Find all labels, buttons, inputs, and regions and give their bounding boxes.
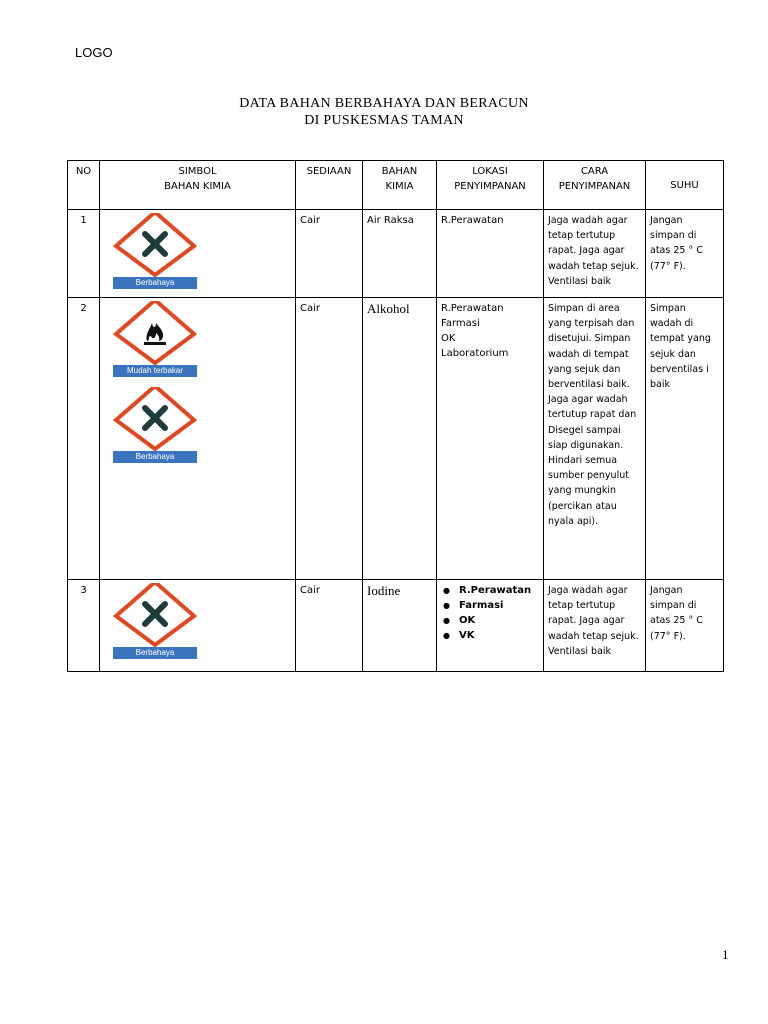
cell-bahan: Iodine xyxy=(363,580,437,672)
lokasi-item: Laboratorium xyxy=(441,348,509,359)
cell-symbols xyxy=(100,298,296,580)
cell-lokasi xyxy=(437,298,544,580)
symbol-label: Mudah terbakar xyxy=(113,365,197,377)
symbol-badge xyxy=(112,387,198,463)
cell-symbols xyxy=(100,580,296,672)
lokasi-item: Farmasi xyxy=(441,318,480,329)
header-simbol xyxy=(100,161,296,210)
symbol-label: Berbahaya xyxy=(113,451,197,463)
header-sediaan: SEDIAAN xyxy=(296,161,363,210)
cell-suhu: Jangan simpan di atas 25 ° C (77° F). xyxy=(646,580,724,672)
table-row xyxy=(68,298,724,580)
cell-suhu: Jangan simpan di atas 25 ° C (77° F). xyxy=(646,210,724,298)
cell-sediaan: Cair xyxy=(296,298,363,580)
header-lokasi-line-2: PENYIMPANAN xyxy=(454,181,526,192)
symbol-label: Berbahaya xyxy=(113,277,197,289)
header-lokasi xyxy=(437,161,544,210)
cell-cara: Jaga wadah agar tetap tertutup rapat. Jaga agar wadah tetap sejuk. Ventilasi baik xyxy=(544,580,646,672)
lokasi-item: ● R.Perawatan xyxy=(459,583,539,598)
logo-text: LOGO xyxy=(75,45,113,60)
symbol-label: Berbahaya xyxy=(113,647,197,659)
cell-sediaan: Cair xyxy=(296,580,363,672)
cell-no: 2 xyxy=(68,298,100,580)
cell-symbols xyxy=(100,210,296,298)
cell-no: 1 xyxy=(68,210,100,298)
header-bahan xyxy=(363,161,437,210)
cell-sediaan: Cair xyxy=(296,210,363,298)
header-suhu: SUHU xyxy=(646,161,724,210)
page-number: 1 xyxy=(722,947,729,962)
lokasi-item: ● OK xyxy=(459,613,539,628)
symbol-badge xyxy=(112,301,198,377)
symbol-badge xyxy=(112,213,198,289)
title-line-2: DI PUSKESMAS TAMAN xyxy=(304,113,464,128)
hazard-table xyxy=(67,160,724,672)
header-cara xyxy=(544,161,646,210)
table-header-row xyxy=(68,161,724,210)
cell-lokasi xyxy=(437,580,544,672)
table-row xyxy=(68,580,724,672)
header-bahan-line-1: BAHAN xyxy=(381,166,418,177)
header-cara-line-2: PENYIMPANAN xyxy=(558,181,631,192)
flame-icon xyxy=(112,301,198,367)
lokasi-list xyxy=(441,583,539,643)
header-lokasi-line-1: LOKASI xyxy=(472,166,508,177)
lokasi-item: ● VK xyxy=(459,628,539,643)
cell-bahan: Alkohol xyxy=(363,298,437,580)
lokasi-item: ● Farmasi xyxy=(459,598,539,613)
cell-lokasi: R.Perawatan xyxy=(437,210,544,298)
cell-cara: Jaga wadah agar tetap tertutup rapat. Jaga agar wadah tetap sejuk. Ventilasi baik xyxy=(544,210,646,298)
header-simbol-line-1: SIMBOL xyxy=(178,166,217,177)
header-bahan-line-2: KIMIA xyxy=(385,181,414,192)
cell-suhu: Simpan wadah di tempat yang sejuk dan berventilas i baik xyxy=(646,298,724,580)
harmful-x-icon xyxy=(112,387,198,453)
table-row xyxy=(68,210,724,298)
symbol-badge xyxy=(112,583,198,659)
harmful-x-icon xyxy=(112,583,198,649)
title-line-1: DATA BAHAN BERBAHAYA DAN BERACUN xyxy=(239,96,529,111)
cell-cara: Simpan di area yang terpisah dan disetujui. Simpan wadah di tempat yang sejuk dan berventilasi baik. Jaga agar wadah tertutup rapat dan Disegel sampai siap digunakan. Hindari semua sumber penyulut yang mungkin (percikan atau nyala api). xyxy=(544,298,646,580)
document-title xyxy=(0,95,768,129)
header-simbol-line-2: BAHAN KIMIA xyxy=(164,181,231,192)
header-no: NO xyxy=(68,161,100,210)
lokasi-item: R.Perawatan xyxy=(441,303,504,314)
harmful-x-icon xyxy=(112,213,198,279)
lokasi-item: OK xyxy=(441,333,456,344)
cell-no: 3 xyxy=(68,580,100,672)
header-cara-line-1: CARA xyxy=(580,166,609,177)
cell-bahan: Air Raksa xyxy=(363,210,437,298)
